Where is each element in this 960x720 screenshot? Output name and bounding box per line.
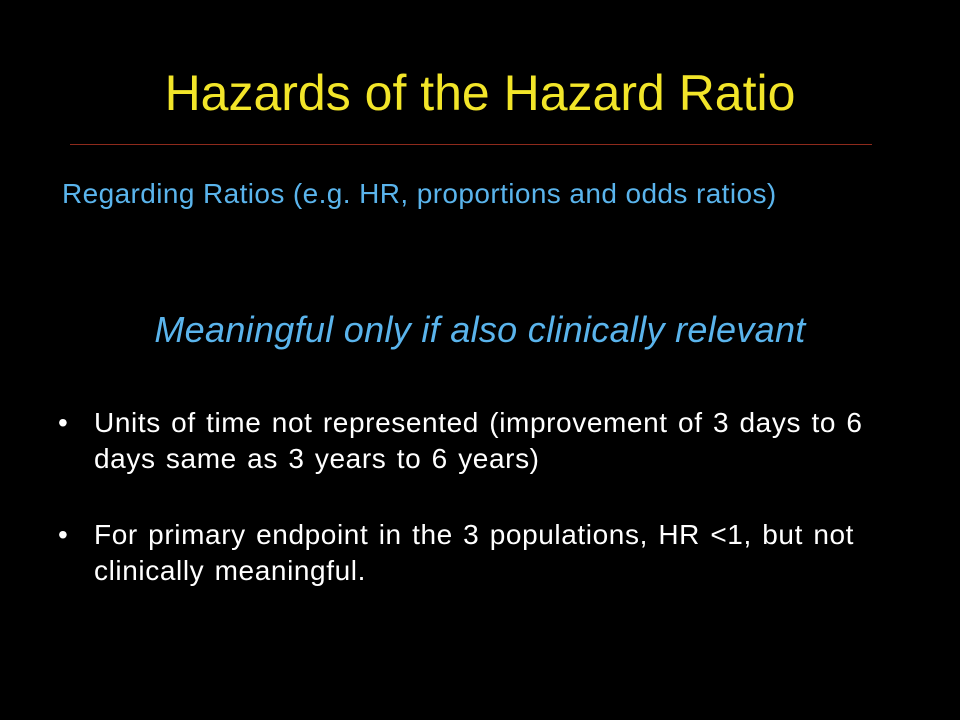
title-divider <box>70 144 872 145</box>
bullet-list <box>58 405 918 589</box>
bullet-dot-icon: • <box>58 519 69 550</box>
bullet-text: Units of time not represented (improvement of 3 days to 6 days same as 3 years to 6 years) <box>94 407 863 474</box>
bullet-dot-icon: • <box>58 407 69 438</box>
bullet-item <box>58 517 918 589</box>
bullet-text: For primary endpoint in the 3 populations, HR <1, but not clinically meaningful. <box>94 519 855 586</box>
emphasis-statement: Meaningful only if also clinically relevant <box>154 309 806 350</box>
bullet-item <box>58 405 918 477</box>
subheading: Regarding Ratios (e.g. HR, proportions and odds ratios) <box>62 178 777 209</box>
slide-title: Hazards of the Hazard Ratio <box>164 65 796 121</box>
